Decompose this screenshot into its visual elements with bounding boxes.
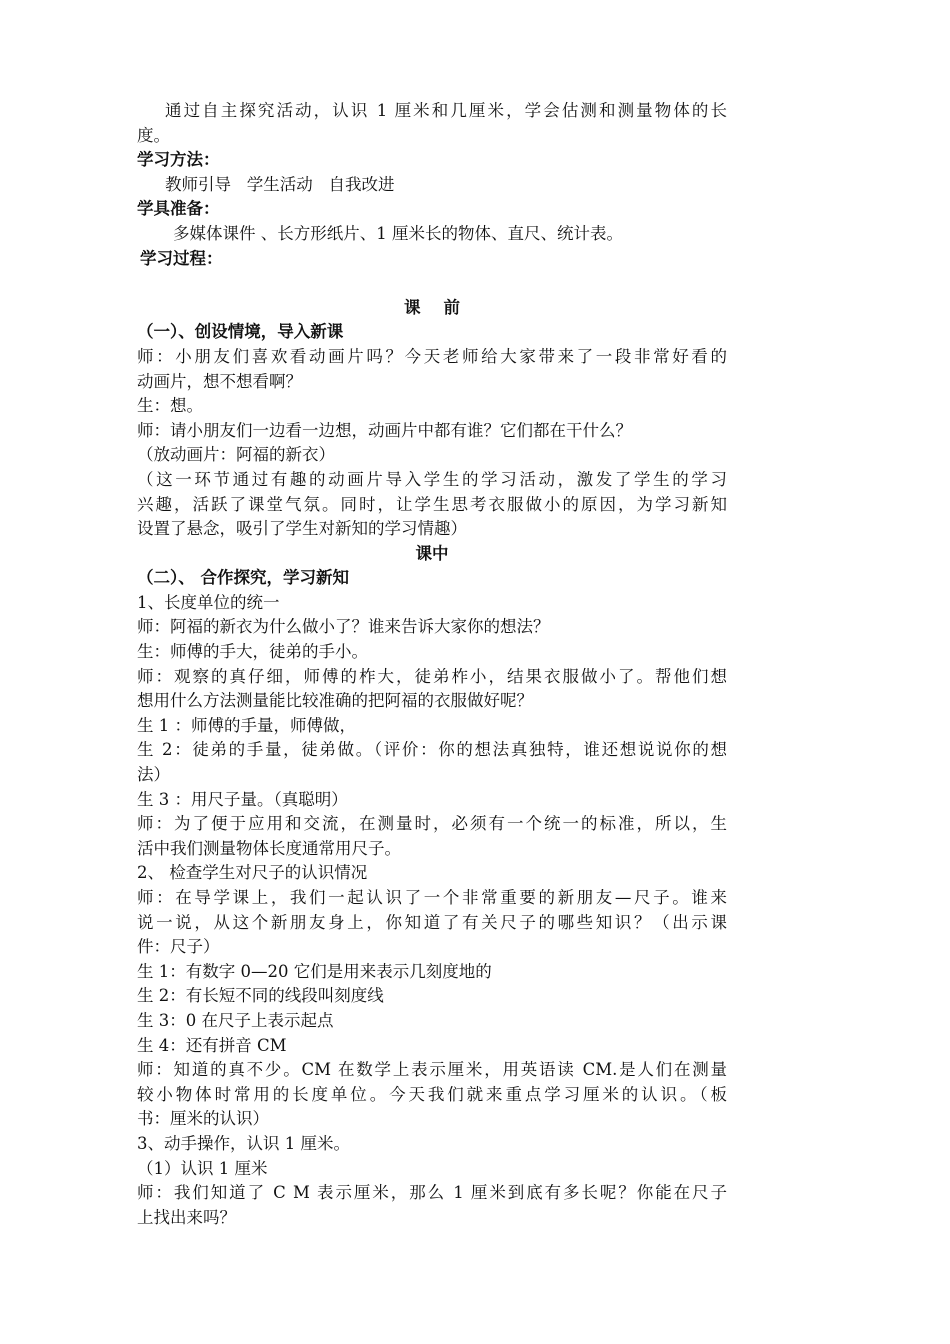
before-class-title: 课 前 bbox=[404, 297, 460, 317]
paragraph-line: 较小物体时常用的长度单位。今天我们就来重点学习厘米的认识。（板 bbox=[137, 1084, 727, 1104]
paragraph-line: 书：厘米的认识） bbox=[137, 1109, 269, 1129]
intro-line: 通过自主探究活动，认识 1 厘米和几厘米，学会估测和测量物体的长 bbox=[165, 101, 727, 120]
paragraph-line: 兴趣，活跃了课堂气氛。同时，让学生思考衣服做小的原因，为学习新知 bbox=[137, 494, 727, 514]
paragraph-line: 说一说，从这个新朋友身上，你知道了有关尺子的哪些知识？（出示课 bbox=[137, 912, 727, 932]
tools-heading: 学具准备： bbox=[137, 199, 220, 219]
section-title-2: （二）、 合作探究，学习新知 bbox=[137, 568, 349, 588]
process-heading: 学习过程： bbox=[140, 248, 223, 268]
paragraph-line: 生：师傅的手大，徒弟的手小。 bbox=[137, 642, 368, 662]
paragraph-line: 师：阿福的新衣为什么做小了？谁来告诉大家你的想法？ bbox=[137, 617, 550, 637]
paragraph-line: 师：请小朋友们一边看一边想，动画片中都有谁？它们都在干什么？ bbox=[137, 420, 632, 440]
paragraph-line: 动画片，想不想看啊？ bbox=[137, 371, 302, 391]
paragraph-line: 生 2：有长短不同的线段叫刻度线 bbox=[137, 986, 384, 1006]
paragraph-line: （放动画片：阿福的新衣） bbox=[137, 445, 335, 465]
paragraph-line: 生 3：0 在尺子上表示起点 bbox=[137, 1010, 334, 1030]
paragraph-line: 师：小朋友们喜欢看动画片吗？今天老师给大家带来了一段非常好看的 bbox=[137, 346, 727, 366]
paragraph-line: 生 3 ：用尺子量。（真聪明） bbox=[137, 789, 348, 809]
intro-line: 度。 bbox=[137, 125, 170, 145]
method-content: 教师引导 学生活动 自我改进 bbox=[165, 174, 395, 194]
paragraph-line: 想用什么方法测量能比较准确的把阿福的衣服做好呢？ bbox=[137, 691, 533, 711]
paragraph-line: 生 2：徒弟的手量，徒弟做。（评价：你的想法真独特，谁还想说说你的想 bbox=[137, 740, 727, 760]
method-heading: 学习方法： bbox=[137, 150, 220, 170]
paragraph-line: 上找出来吗？ bbox=[137, 1207, 236, 1227]
paragraph-line: 生：想。 bbox=[137, 396, 203, 416]
paragraph-line: （这一环节通过有趣的动画片导入学生的学习活动，激发了学生的学习 bbox=[137, 469, 727, 489]
paragraph-line: 活中我们测量物体长度通常用尺子。 bbox=[137, 838, 401, 858]
paragraph-line: 生 4：还有拼音 CM bbox=[137, 1035, 287, 1055]
document-page bbox=[137, 99, 727, 1230]
paragraph-line: 生 1 ：师傅的手量，师傅做， bbox=[137, 715, 356, 735]
paragraph-line: 设置了悬念，吸引了学生对新知的学习情趣） bbox=[137, 519, 467, 539]
paragraph-line: 师：知道的真不少。CM 在数学上表示厘米，用英语读 CM.是人们在测量 bbox=[137, 1060, 727, 1080]
paragraph-line: 2、 检查学生对尺子的认识情况 bbox=[137, 863, 368, 883]
paragraph-line: 法） bbox=[137, 765, 170, 785]
paragraph-line: 3、动手操作，认识 1 厘米。 bbox=[137, 1133, 350, 1153]
paragraph-line: 1、长度单位的统一 bbox=[137, 592, 280, 612]
paragraph-line: 生 1：有数字 0—20 它们是用来表示几刻度地的 bbox=[137, 961, 492, 981]
paragraph-line: 师：我们知道了 C M 表示厘米，那么 1 厘米到底有多长呢？你能在尺子 bbox=[137, 1183, 727, 1203]
paragraph-line: 件：尺子） bbox=[137, 937, 220, 957]
paragraph-line: 师：在导学课上，我们一起认识了一个非常重要的新朋友—尺子。谁来 bbox=[137, 888, 727, 907]
paragraph-line: 师：观察的真仔细，师傅的柞大，徒弟柞小，结果衣服做小了。帮他们想 bbox=[137, 666, 727, 686]
paragraph-line: （1）认识 1 厘米 bbox=[137, 1158, 268, 1178]
tools-content: 多媒体课件 、长方形纸片、1 厘米长的物体、直尺、统计表。 bbox=[173, 223, 623, 243]
blank-line bbox=[137, 271, 727, 296]
in-class-title: 课中 bbox=[415, 543, 449, 563]
section-title-1: （一）、创设情境，导入新课 bbox=[137, 322, 344, 342]
paragraph-line: 师：为了便于应用和交流，在测量时，必须有一个统一的标准，所以，生 bbox=[137, 814, 727, 834]
